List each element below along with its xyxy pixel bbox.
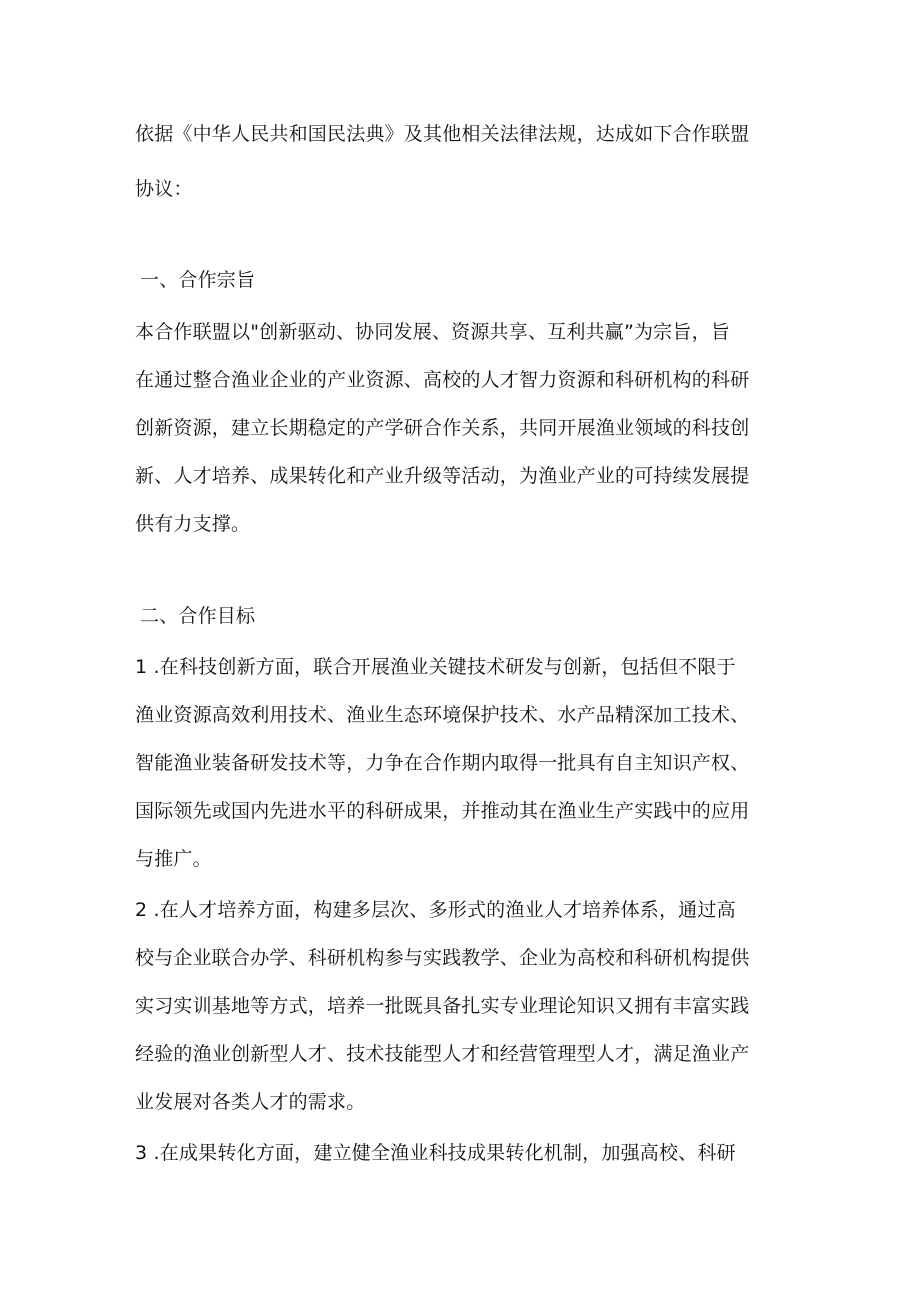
section-1-heading: 一、合作宗旨 bbox=[140, 269, 256, 291]
section-1-line-4: 新、人才培养、成果转化和产业升级等活动，为渔业产业的可持续发展提 bbox=[135, 465, 750, 487]
section-2-heading: 二、合作目标 bbox=[140, 605, 256, 627]
item-1-line-4: 国际领先或国内先进水平的科研成果，并推动其在渔业生产实践中的应用 bbox=[135, 800, 750, 822]
intro-line-2: 协议： bbox=[135, 178, 193, 200]
section-1-line-2: 在通过整合渔业企业的产业资源、高校的人才智力资源和科研机构的科研 bbox=[135, 369, 750, 391]
item-2-line-2: 校与企业联合办学、科研机构参与实践教学、企业为高校和科研机构提供 bbox=[135, 947, 750, 969]
section-1-line-1: 本合作联盟以"创新驱动、协同发展、资源共享、互利共赢”为宗旨，旨 bbox=[135, 321, 730, 343]
item-1-line-1: 1 .在科技创新方面，联合开展渔业关键技术研发与创新，包括但不限于 bbox=[135, 656, 736, 678]
item-1-line-5: 与推广。 bbox=[135, 848, 212, 870]
item-2-line-4: 经验的渔业创新型人才、技术技能型人才和经营管理型人才，满足渔业产 bbox=[135, 1043, 750, 1065]
item-3-line-1: 3 .在成果转化方面，建立健全渔业科技成果转化机制，加强高校、科研 bbox=[135, 1142, 736, 1164]
section-1-line-5: 供有力支撑。 bbox=[135, 513, 251, 535]
intro-line-1: 依据《中华人民共和国民法典》及其他相关法律法规，达成如下合作联盟 bbox=[135, 123, 750, 145]
item-2-line-5: 业发展对各类人才的需求。 bbox=[135, 1091, 366, 1113]
item-1-line-2: 渔业资源高效利用技术、渔业生态环境保护技术、水产品精深加工技术、 bbox=[135, 704, 750, 726]
section-1-line-3: 创新资源，建立长期稳定的产学研合作关系，共同开展渔业领域的科技创 bbox=[135, 417, 750, 439]
item-2-line-1: 2 .在人才培养方面，构建多层次、多形式的渔业人才培养体系，通过高 bbox=[135, 899, 736, 921]
item-2-line-3: 实习实训基地等方式，培养一批既具备扎实专业理论知识又拥有丰富实践 bbox=[135, 995, 750, 1017]
item-1-line-3: 智能渔业装备研发技术等，力争在合作期内取得一批具有自主知识产权、 bbox=[135, 752, 750, 774]
